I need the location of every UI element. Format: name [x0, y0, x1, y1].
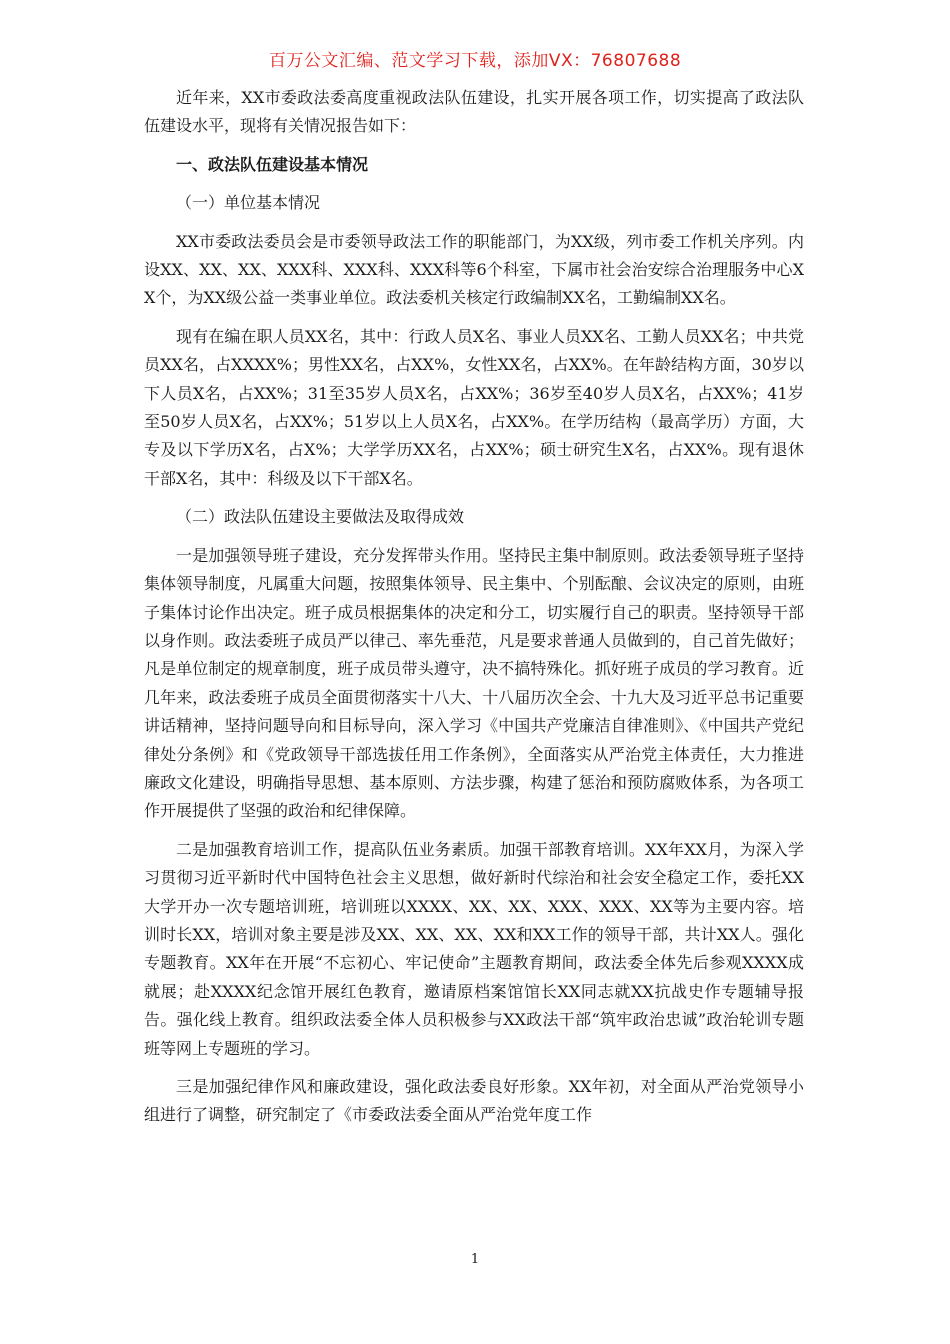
training-paragraph: 二是加强教育培训工作，提高队伍业务素质。加强干部教育培训。XX年XX月，为深入学习贯彻习近平新时代中国特色社会主义思想，做好新时代综治和社会安全稳定工作，委托XX大学开办一次专题培训班，培训班以XXXX、XX、XX、XXX、XXX、XX等为主要内容。培训时长XX，培训对象主要是涉及XX、XX、XX、XX和XX工作的领导干部，共计XX人。强化专题教育。XX年在开展“不忘初心、牢记使命”主题教育期间，政法委全体先后参观XXXX成就展；赴XXXX纪念馆开展红色教育，邀请原档案馆馆长XX同志就XX抗战史作专题辅导报告。强化线上教育。组织政法委全体人员积极参与XX政法干部“筑牢政治忠诚”政治轮训专题班等网上专题班的学习。 [144, 839, 804, 1058]
promo-banner: 百万公文汇编、范文学习下载，添加VX：76807688 [268, 51, 682, 71]
staff-paragraph: 现有在编在职人员XX名，其中：行政人员X名、事业人员XX名、工勤人员XX名；中共党员XX名，占XXXX%；男性XX名，占XX%，女性XX名，占XX%。在年龄结构方面，30岁以下人员X名，占XX%；31至35岁人员X名，占XX%；36岁至40岁人员X名，占XX%；41岁至50岁人员X名，占XX%；51岁以上人员X名，占XX%。在学历结构（最高学历）方面，大专及以下学历X名，占X%；大学学历XX名，占XX%；硕士研究生X名，占XX%。现有退休干部X名，其中：科级及以下干部X名。 [144, 326, 804, 488]
unit-paragraph: XX市委政法委员会是市委领导政法工作的职能部门，为XX级，列市委工作机关序列。内设XX、XX、XX、XXX科、XXX科、XXX科等6个科室，下属市社会治安综合治理服务中心XX个，为XX级公益一类事业单位。政法委机关核定行政编制XX名，工勤编制XX名。 [144, 231, 804, 308]
document-body [144, 84, 804, 1140]
discipline-paragraph: 三是加强纪律作风和廉政建设，强化政法委良好形象。XX年初，对全面从严治党领导小组进行了调整，研究制定了《市委政法委全面从严治党年度工作 [144, 1077, 804, 1125]
page-number: 1 [470, 1252, 480, 1267]
subsection-heading: （一）单位基本情况 [176, 193, 321, 213]
section-heading: 一、政法队伍建设基本情况 [176, 154, 369, 174]
leadership-paragraph: 一是加强领导班子建设，充分发挥带头作用。坚持民主集中制原则。政法委领导班子坚持集体领导制度，凡属重大问题，按照集体领导、民主集中、个别酝酿、会议决定的原则，由班子集体讨论作出决定。班子成员根据集体的决定和分工，切实履行自己的职责。坚持领导干部以身作则。政法委班子成员严以律己、率先垂范，凡是要求普通人员做到的，自己首先做好；凡是单位制定的规章制度，班子成员带头遵守，决不搞特殊化。抓好班子成员的学习教育。近几年来，政法委班子成员全面贯彻落实十八大、十八届历次全会、十九大及习近平总书记重要讲话精神，坚持问题导向和目标导向，深入学习《中国共产党廉洁自律准则》、《中国共产党纪律处分条例》和《党政领导干部选拔任用工作条例》，全面落实从严治党主体责任，大力推进廉政文化建设，明确指导思想、基本原则、方法步骤，构建了惩治和预防腐败体系，为各项工作开展提供了坚强的政治和纪律保障。 [144, 545, 804, 821]
intro-paragraph: 近年来，XX市委政法委高度重视政法队伍建设，扎实开展各项工作，切实提高了政法队伍建设水平，现将有关情况报告如下： [144, 88, 804, 136]
subsection-heading: （二）政法队伍建设主要做法及取得成效 [176, 507, 465, 527]
